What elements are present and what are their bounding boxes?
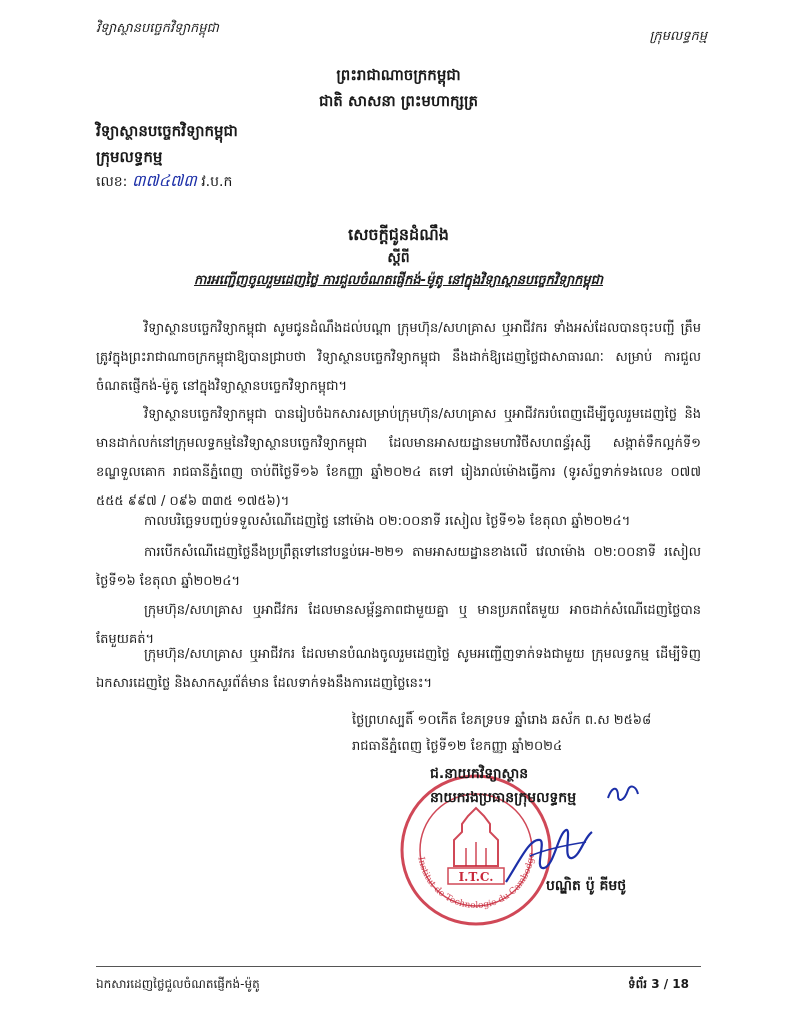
footer-divider <box>96 966 701 967</box>
stamp-ring-text: Institut de Technologie du Cambodge <box>415 852 537 912</box>
paragraph-4: ការបើកសំណើដេញថ្លៃនឹងប្រព្រឹត្តទៅនៅបន្ទប់អេ-២២១ តាមអាសយដ្ឋានខាងលើ វេលាម៉ោង ០២:០០នាទី រសៀល ថ្ងៃទី១៦ ខែតុលា ឆ្នាំ២០២៤។ <box>96 545 701 589</box>
reference-label: លេខ: <box>96 174 128 190</box>
reference-number <box>96 170 232 194</box>
footer-page-number <box>628 976 689 994</box>
reference-value: ៣៧៤៧៣ <box>131 171 197 190</box>
header-institute: វិទ្យាស្ថានបច្ចេកវិទ្យាកម្ពុជា <box>96 21 219 36</box>
reference-suffix: វ.ប.ក <box>201 174 233 190</box>
kingdom-motto: ជាតិ សាសនា ព្រះមហាក្សត្រ <box>319 92 478 110</box>
footer-document-name: ឯកសារដេញថ្លៃជួលចំណតផ្ញើកង់-ម៉ូតូ <box>96 977 260 991</box>
signatory-position: នាយករងប្រធានក្រុមលទ្ធកម្ម <box>430 790 577 806</box>
stamp-initials: I.T.C. <box>458 870 494 884</box>
solar-date: រាជធានីភ្នំពេញ ថ្ងៃទី១២ ខែកញ្ញា ឆ្នាំ២០២៤ <box>352 739 563 754</box>
paragraph-3: កាលបរិច្ឆេទបញ្ចប់ទទួលសំណើដេញថ្លៃ នៅម៉ោង ០២:០០នាទី រសៀល ថ្ងៃទី១៦ ខែតុលា ឆ្នាំ២០២៤។ <box>144 514 631 529</box>
paragraph-5: ក្រុមហ៊ុន/សហគ្រាស ឬអាជីវករ ដែលមានសម្ព័ន្ធភាពជាមួយគ្នា ឬ មានប្រភពតែមួយ អាចដាក់សំណើដេញថ្លៃបានតែមួយគត់។ <box>96 603 701 647</box>
kingdom-title: ព្រះរាជាណាចក្រកម្ពុជា <box>336 66 461 84</box>
paragraph-2: វិទ្យាស្ថានបច្ចេកវិទ្យាកម្ពុជា បានរៀបចំឯកសារសម្រាប់ក្រុមហ៊ុន/សហគ្រាស ឬអាជីវករបំពេញដើម្បីចូលរួមដេញថ្លៃ និងមានដាក់លក់នៅក្រុមលទ្ធកម្មនៃវិទ្យាស្ថានបច្ចេកវិទ្យាកម្ពុជា ដែលមានអាសយដ្ឋានមហាវិថីសហពន្ធ័រុស្សី សង្កាត់ទឹកល្អក់ទី១ ខណ្ឌទួលគោក រាជធានីភ្នំពេញ ចាប់ពីថ្ងៃទី១៦ ខែកញ្ញា ឆ្នាំ២០២៤ តទៅ រៀងរាល់ម៉ោងធ្វើការ (ទូរស័ព្ទទាក់ទងលេខ ០៧៧ ៥៥៥ ៩៩៧ / ០៩៦ ៣៣៥ ១៧៥៦)។ <box>96 407 701 509</box>
initial-mark <box>604 782 644 804</box>
lunar-date: ថ្ងៃព្រហស្បតិ៍ ១០កើត ខែភទ្របទ ឆ្នាំរោង ឆស័ក ព.ស ២៥៦៨ <box>352 713 652 728</box>
paragraph-6: ក្រុមហ៊ុន/សហគ្រាស ឬអាជីវករ ដែលមានបំណងចូលរួមដេញថ្លៃ សូមអញ្ជើញទាក់ទងជាមួយ ក្រុមលទ្ធកម្ម ដើម្បីទិញឯកសារដេញថ្លៃ និងសាកសួរព័ត៌មាន ដែលទាក់ទងនឹងការដេញថ្លៃនេះ។ <box>96 647 701 691</box>
header-unit: ក្រុមលទ្ធកម្ម <box>649 29 707 44</box>
signatory-name: បណ្ឌិត ប៉ូ គីមថូ <box>546 878 627 894</box>
notice-subject-label: ស្តីពី <box>387 250 410 266</box>
page-value: 3 / 18 <box>651 977 689 991</box>
notice-subject: ការអញ្ជើញចូលរួមដេញថ្លៃ ការជួលចំណតផ្ញើកង់-ម៉ូតូ នៅក្នុងវិទ្យាស្ថានបច្ចេកវិទ្យាកម្ពុជា <box>193 273 604 288</box>
paragraph-1: វិទ្យាស្ថានបច្ចេកវិទ្យាកម្ពុជា សូមជូនដំណឹងដល់បណ្ដា ក្រុមហ៊ុន/សហគ្រាស ឬអាជីវករ ទាំងអស់ដែលបានចុះបញ្ជី ត្រឹមត្រូវក្នុងព្រះរាជាណាចក្រកម្ពុជាឱ្យបានជ្រាបថា វិទ្យាស្ថានបច្ចេកវិទ្យាកម្ពុជា នឹងដាក់ឱ្យដេញថ្លៃជាសាធារណៈ សម្រាប់ ការជួលចំណតផ្ញើកង់-ម៉ូតូ នៅក្នុងវិទ្យាស្ថានបច្ចេកវិទ្យាកម្ពុជា។ <box>96 321 701 394</box>
signatory-title: ជ.នាយកវិទ្យាស្ថាន <box>430 766 529 782</box>
sender-unit: ក្រុមលទ្ធកម្ម <box>96 148 163 166</box>
page-label: ទំព័រ <box>627 977 648 991</box>
notice-title: សេចក្តីជូនដំណឹង <box>348 225 449 244</box>
sender-institute: វិទ្យាស្ថានបច្ចេកវិទ្យាកម្ពុជា <box>96 122 238 140</box>
